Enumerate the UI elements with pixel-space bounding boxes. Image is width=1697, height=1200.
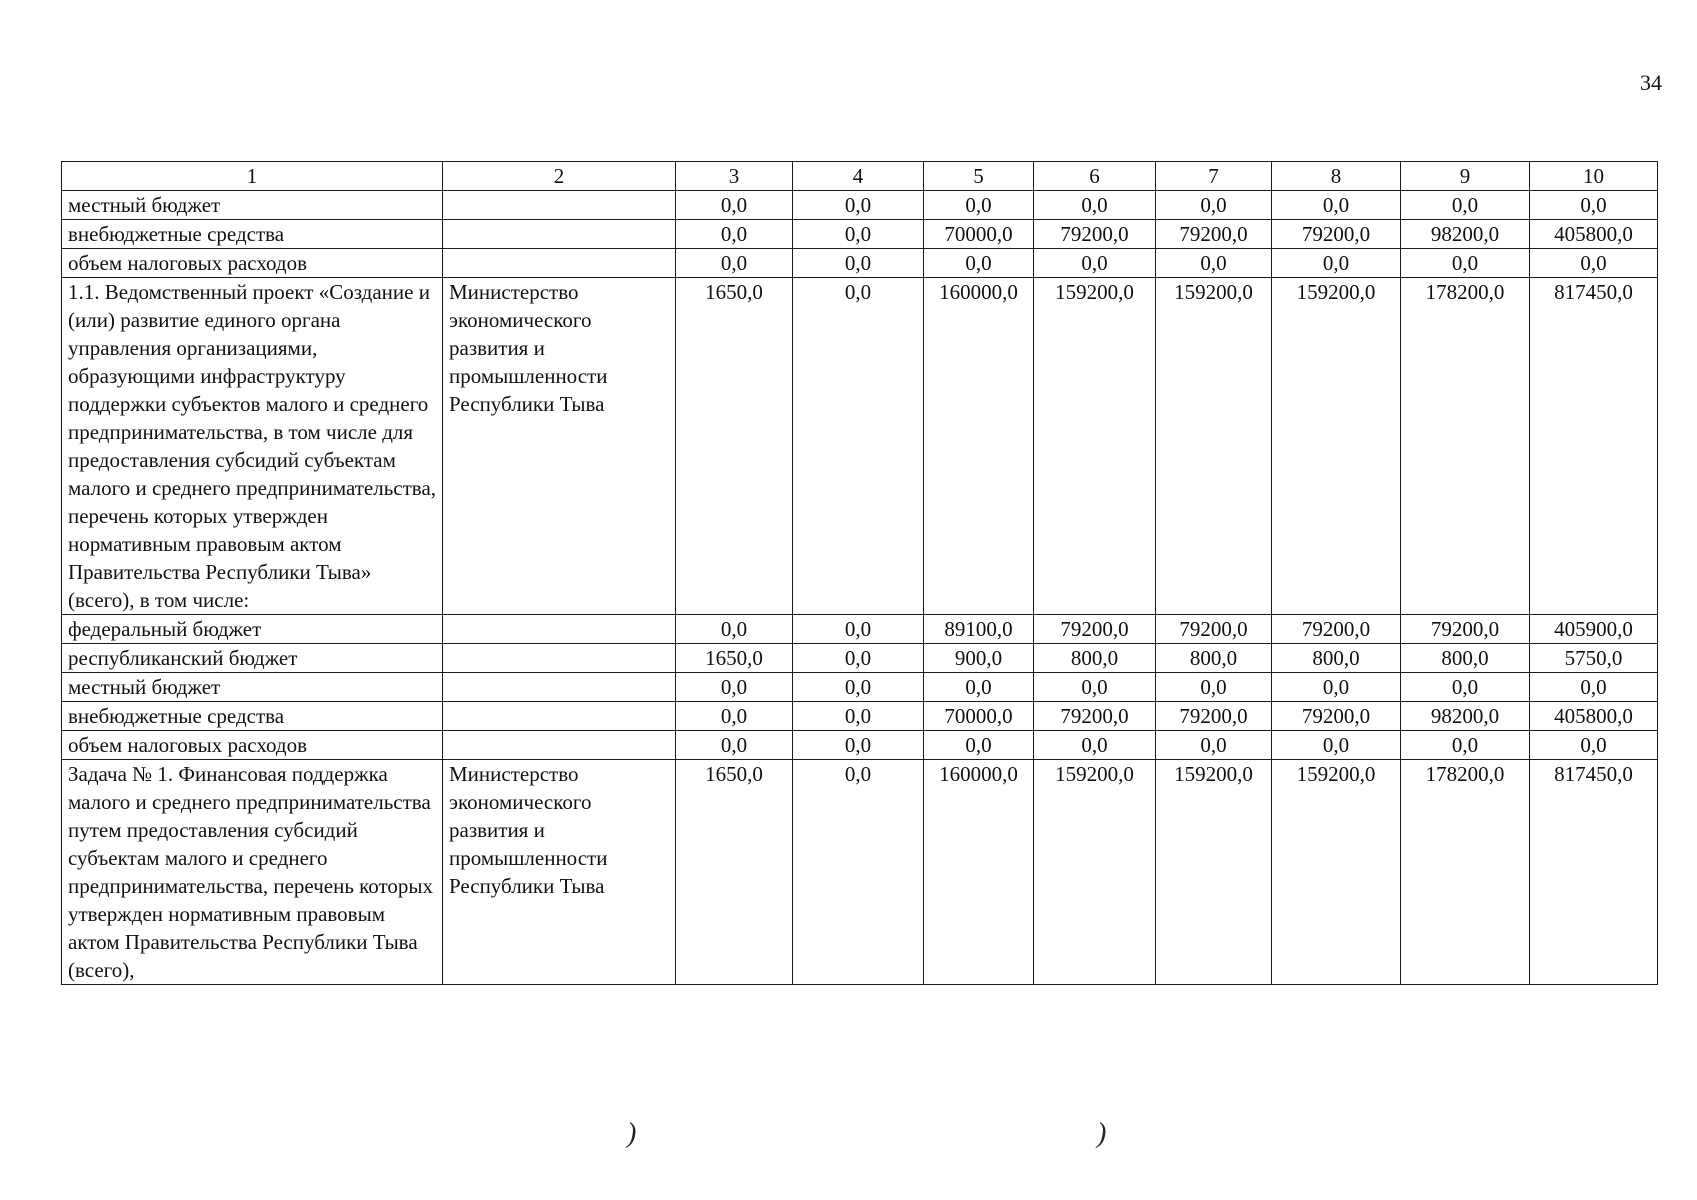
value-cell: 70000,0: [924, 220, 1034, 249]
value-cell: 0,0: [793, 249, 924, 278]
value-cell: 0,0: [1401, 673, 1530, 702]
value-cell: 0,0: [676, 249, 793, 278]
column-header: 4: [793, 162, 924, 191]
value-cell: 79200,0: [1034, 615, 1156, 644]
value-cell: 79200,0: [1272, 615, 1401, 644]
value-cell: 0,0: [793, 760, 924, 985]
value-cell: 0,0: [793, 673, 924, 702]
budget-table: [61, 161, 1658, 985]
value-cell: 0,0: [1156, 249, 1272, 278]
row-description: Задача № 1. Финансовая поддержка малого и среднего предпринимательства путем предоставления субсидий субъектам малого и среднего предпринимательства, перечень которых утвержден нормативным правовым актом Правительства Республики Тыва (всего),: [62, 760, 443, 985]
scan-mark-right: ): [1097, 1118, 1107, 1149]
value-cell: 0,0: [924, 249, 1034, 278]
column-header: 6: [1034, 162, 1156, 191]
column-header: 8: [1272, 162, 1401, 191]
row-description: республиканский бюджет: [62, 644, 443, 673]
value-cell: 159200,0: [1272, 760, 1401, 985]
value-cell: 178200,0: [1401, 760, 1530, 985]
value-cell: 817450,0: [1530, 278, 1658, 615]
table-row: [62, 673, 1658, 702]
value-cell: 0,0: [924, 731, 1034, 760]
value-cell: 79200,0: [1272, 220, 1401, 249]
value-cell: 0,0: [1530, 249, 1658, 278]
column-header: 2: [443, 162, 676, 191]
value-cell: 0,0: [1530, 191, 1658, 220]
column-header: 7: [1156, 162, 1272, 191]
column-header: 10: [1530, 162, 1658, 191]
row-executor: [443, 644, 676, 673]
value-cell: 1650,0: [676, 278, 793, 615]
value-cell: 159200,0: [1156, 278, 1272, 615]
value-cell: 800,0: [1401, 644, 1530, 673]
value-cell: 1650,0: [676, 760, 793, 985]
column-header: 9: [1401, 162, 1530, 191]
value-cell: 0,0: [676, 191, 793, 220]
table-row: [62, 220, 1658, 249]
row-executor: [443, 220, 676, 249]
value-cell: 159200,0: [1034, 760, 1156, 985]
value-cell: 405800,0: [1530, 220, 1658, 249]
row-executor: [443, 673, 676, 702]
table-row: [62, 615, 1658, 644]
value-cell: 0,0: [676, 731, 793, 760]
value-cell: 0,0: [1034, 731, 1156, 760]
value-cell: 159200,0: [1272, 278, 1401, 615]
value-cell: 160000,0: [924, 760, 1034, 985]
value-cell: 159200,0: [1156, 760, 1272, 985]
value-cell: 0,0: [924, 191, 1034, 220]
row-description: объем налоговых расходов: [62, 731, 443, 760]
row-description: местный бюджет: [62, 673, 443, 702]
value-cell: 0,0: [793, 731, 924, 760]
row-executor: Министерство экономического развития и промышленности Республики Тыва: [443, 278, 676, 615]
value-cell: 79200,0: [1156, 702, 1272, 731]
value-cell: 0,0: [1156, 191, 1272, 220]
value-cell: 0,0: [1034, 249, 1156, 278]
table-row: [62, 249, 1658, 278]
row-description: внебюджетные средства: [62, 702, 443, 731]
row-executor: [443, 731, 676, 760]
value-cell: 79200,0: [1034, 702, 1156, 731]
table-row: [62, 644, 1658, 673]
table-row: [62, 760, 1658, 985]
row-description: внебюджетные средства: [62, 220, 443, 249]
value-cell: 0,0: [1272, 731, 1401, 760]
value-cell: 0,0: [793, 191, 924, 220]
value-cell: 0,0: [1530, 731, 1658, 760]
scan-mark-left: ): [627, 1118, 637, 1149]
row-executor: Министерство экономического развития и промышленности Республики Тыва: [443, 760, 676, 985]
value-cell: 79200,0: [1034, 220, 1156, 249]
value-cell: 79200,0: [1401, 615, 1530, 644]
row-description: 1.1. Ведомственный проект «Создание и (или) развитие единого органа управления организациями, образующими инфраструктуру поддержки субъектов малого и среднего предпринимательства, в том числе для предоставления субсидий субъектам малого и среднего предпринимательства, перечень которых утвержден нормативным правовым актом Правительства Республики Тыва» (всего), в том числе:: [62, 278, 443, 615]
row-description: местный бюджет: [62, 191, 443, 220]
value-cell: 900,0: [924, 644, 1034, 673]
row-description: объем налоговых расходов: [62, 249, 443, 278]
value-cell: 0,0: [793, 220, 924, 249]
value-cell: 178200,0: [1401, 278, 1530, 615]
value-cell: 0,0: [1272, 191, 1401, 220]
row-description: федеральный бюджет: [62, 615, 443, 644]
column-header: 3: [676, 162, 793, 191]
value-cell: 817450,0: [1530, 760, 1658, 985]
value-cell: 0,0: [676, 673, 793, 702]
value-cell: 79200,0: [1156, 615, 1272, 644]
value-cell: 70000,0: [924, 702, 1034, 731]
value-cell: 79200,0: [1272, 702, 1401, 731]
value-cell: 160000,0: [924, 278, 1034, 615]
column-header: 1: [62, 162, 443, 191]
value-cell: 0,0: [1272, 249, 1401, 278]
value-cell: 0,0: [924, 673, 1034, 702]
value-cell: 800,0: [1272, 644, 1401, 673]
value-cell: 405900,0: [1530, 615, 1658, 644]
value-cell: 0,0: [676, 615, 793, 644]
value-cell: 5750,0: [1530, 644, 1658, 673]
value-cell: 0,0: [1156, 673, 1272, 702]
value-cell: 0,0: [793, 644, 924, 673]
value-cell: 0,0: [1034, 191, 1156, 220]
value-cell: 0,0: [1401, 191, 1530, 220]
row-executor: [443, 249, 676, 278]
page-number: 34: [1640, 70, 1662, 95]
row-executor: [443, 702, 676, 731]
value-cell: 0,0: [1156, 731, 1272, 760]
table-row: [62, 278, 1658, 615]
value-cell: 0,0: [1272, 673, 1401, 702]
value-cell: 79200,0: [1156, 220, 1272, 249]
value-cell: 98200,0: [1401, 702, 1530, 731]
value-cell: 98200,0: [1401, 220, 1530, 249]
table-header-row: [62, 162, 1658, 191]
value-cell: 159200,0: [1034, 278, 1156, 615]
value-cell: 89100,0: [924, 615, 1034, 644]
value-cell: 0,0: [1401, 249, 1530, 278]
value-cell: 0,0: [676, 220, 793, 249]
column-header: 5: [924, 162, 1034, 191]
value-cell: 0,0: [1034, 673, 1156, 702]
value-cell: 0,0: [793, 278, 924, 615]
table-row: [62, 191, 1658, 220]
value-cell: 0,0: [793, 615, 924, 644]
table-row: [62, 702, 1658, 731]
row-executor: [443, 615, 676, 644]
value-cell: 0,0: [1530, 673, 1658, 702]
value-cell: 405800,0: [1530, 702, 1658, 731]
value-cell: 0,0: [793, 702, 924, 731]
value-cell: 0,0: [676, 702, 793, 731]
table-row: [62, 731, 1658, 760]
value-cell: 800,0: [1034, 644, 1156, 673]
value-cell: 800,0: [1156, 644, 1272, 673]
value-cell: 1650,0: [676, 644, 793, 673]
row-executor: [443, 191, 676, 220]
value-cell: 0,0: [1401, 731, 1530, 760]
